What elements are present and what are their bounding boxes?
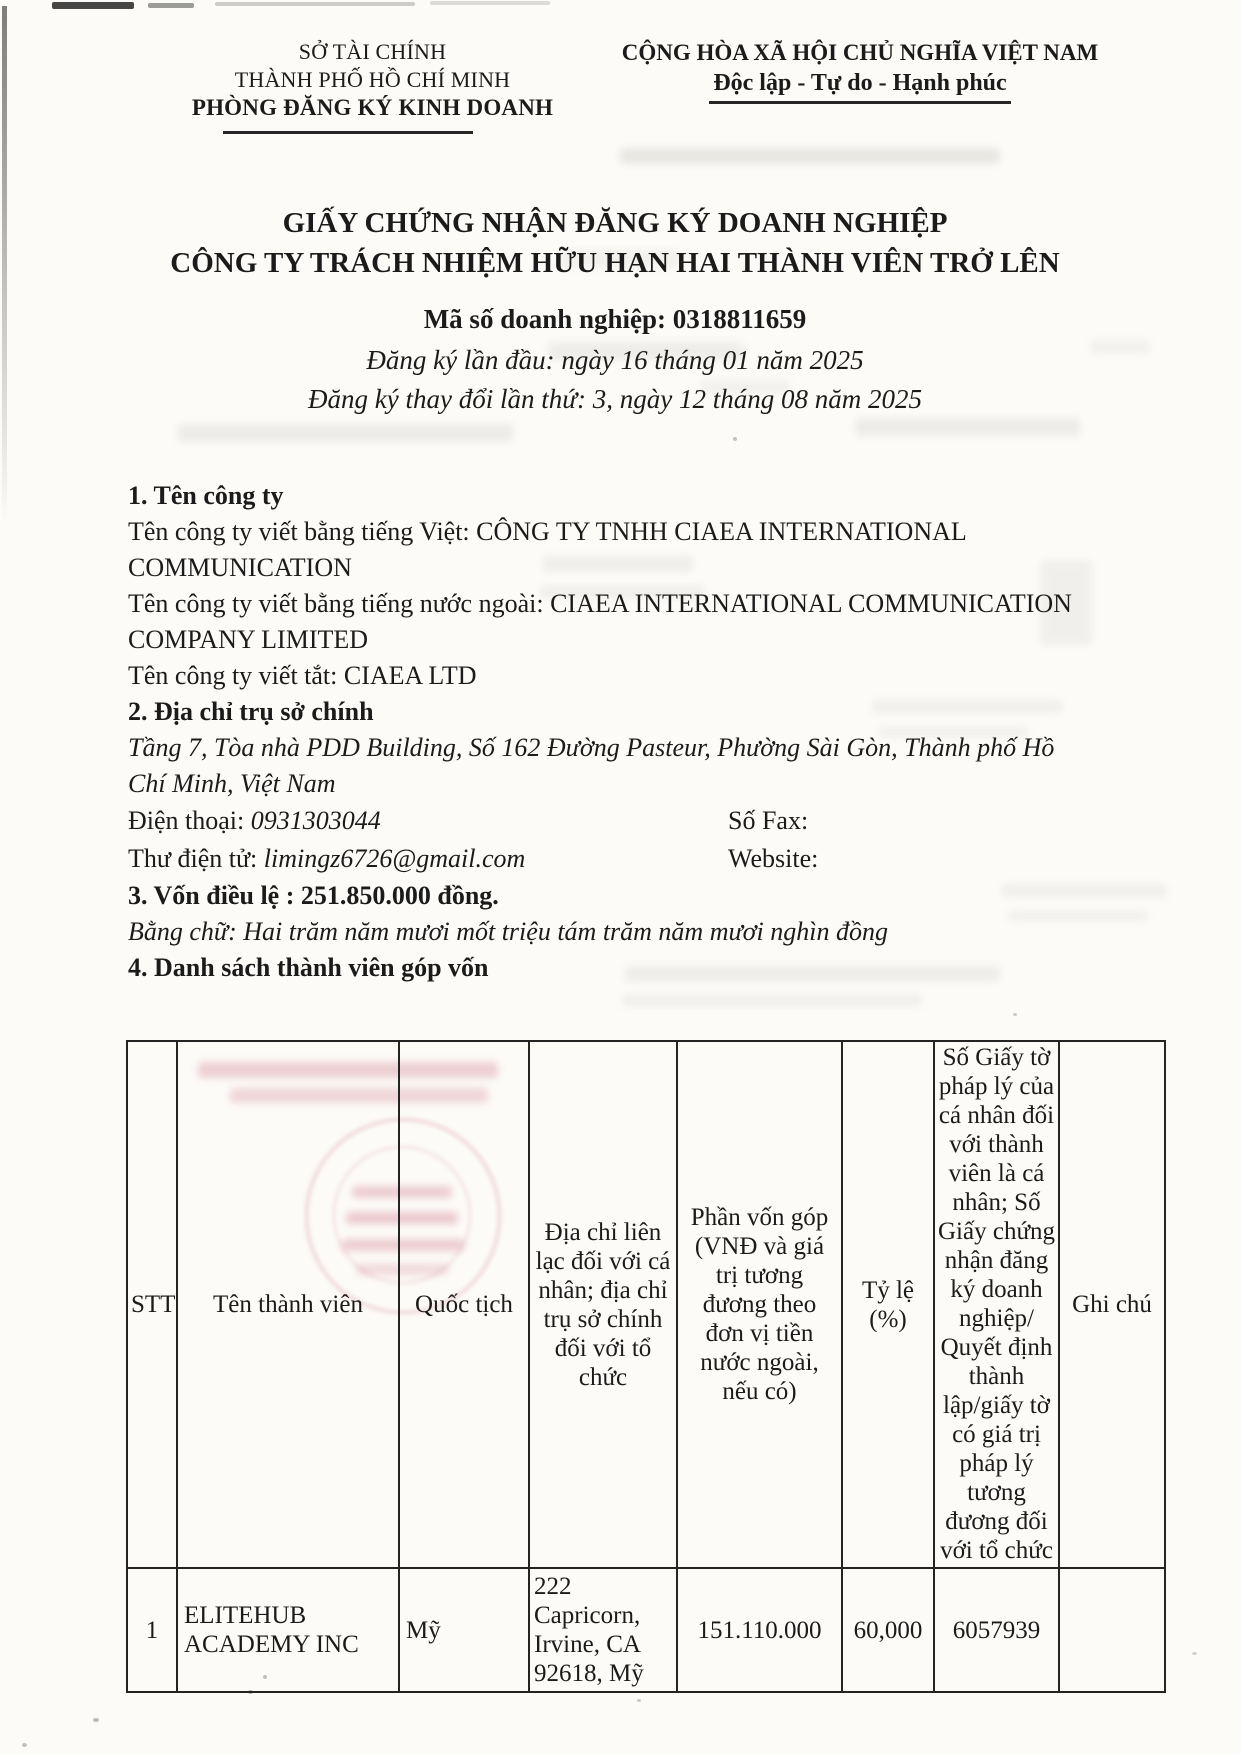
section4-heading: 4. Danh sách thành viên góp vốn	[128, 953, 489, 982]
cell-note	[1059, 1568, 1165, 1692]
certificate-title-block	[140, 203, 1090, 415]
website-label: Website:	[728, 844, 819, 873]
fax-label: Số Fax:	[728, 806, 809, 835]
issuer-underline	[223, 131, 473, 134]
col-header-contact-address: Địa chỉ liên lạc đối với cá nhân; địa chỉ trụ sở chính đối với tổ chức	[529, 1041, 677, 1568]
phone-cell	[128, 802, 728, 840]
amendment-registration-date: Đăng ký thay đổi lần thứ: 3, ngày 12 tháng 08 năm 2025	[308, 384, 922, 414]
email-website-row	[128, 840, 1080, 878]
section3-heading: 3. Vốn điều lệ : 251.850.000 đồng.	[128, 881, 499, 910]
certificate-title-line1: GIẤY CHỨNG NHẬN ĐĂNG KÝ DOANH NGHIỆP	[282, 207, 948, 239]
company-name-vietnamese: Tên công ty viết bằng tiếng Việt: CÔNG TY TNHH CIAEA INTERNATIONAL COMMUNICATION	[128, 517, 966, 582]
cell-contact-address: 222 Capricorn, Irvine, CA 92618, Mỹ	[529, 1568, 677, 1692]
col-header-note: Ghi chú	[1059, 1041, 1165, 1568]
national-motto: Độc lập - Tự do - Hạnh phúc	[709, 70, 1010, 104]
issuer-line1: SỞ TÀI CHÍNH	[298, 39, 447, 64]
col-header-capital-contribution: Phần vốn góp (VNĐ và giá trị tương đương theo đơn vị tiền nước ngoài, nếu có)	[677, 1041, 842, 1568]
head-office-address: Tầng 7, Tòa nhà PDD Building, Số 162 Đường Pasteur, Phường Sài Gòn, Thành phố Hồ Chí Minh, Việt Nam	[128, 733, 1055, 798]
email-label: Thư điện tử:	[128, 844, 258, 873]
company-name-foreign: Tên công ty viết bằng tiếng nước ngoài: CIAEA INTERNATIONAL COMMUNICATION COMPANY LIMITED	[128, 589, 1072, 654]
email-value: limingz6726@gmail.com	[263, 844, 526, 873]
document-body	[128, 478, 1080, 986]
phone-value: 0931303044	[250, 806, 381, 835]
section1-heading: 1. Tên công ty	[128, 481, 284, 510]
members-table-row	[127, 1568, 1165, 1692]
cell-ratio: 60,000	[842, 1568, 934, 1692]
issuing-authority-block	[165, 38, 580, 134]
cell-capital: 151.110.000	[677, 1568, 842, 1692]
cell-stt: 1	[127, 1568, 177, 1692]
email-cell	[128, 840, 728, 878]
members-table-header-row	[127, 1041, 1165, 1568]
business-code: Mã số doanh nghiệp: 0318811659	[423, 304, 807, 334]
company-name-abbreviated: Tên công ty viết tắt: CIAEA LTD	[128, 661, 477, 690]
col-header-nationality: Quốc tịch	[399, 1041, 529, 1568]
col-header-ratio: Tỷ lệ (%)	[842, 1041, 934, 1568]
capital-in-words: Bằng chữ: Hai trăm năm mươi mốt triệu tám trăm năm mươi nghìn đồng	[128, 917, 888, 946]
cell-legal-doc: 6057939	[934, 1568, 1059, 1692]
section2-heading: 2. Địa chỉ trụ sở chính	[128, 697, 374, 726]
issuer-line2: THÀNH PHỐ HỒ CHÍ MINH	[234, 67, 511, 92]
cell-member-name: ELITEHUB ACADEMY INC	[177, 1568, 399, 1692]
national-title: CỘNG HÒA XÃ HỘI CHỦ NGHĨA VIỆT NAM	[621, 40, 1099, 65]
phone-label: Điện thoại:	[128, 806, 245, 835]
col-header-legal-documents: Số Giấy tờ pháp lý của cá nhân đối với thành viên là cá nhân; Số Giấy chứng nhận đăng ký doanh nghiệp/ Quyết định thành lập/giấy tờ có giá trị pháp lý tương đương đối với tổ chức	[934, 1041, 1059, 1568]
cell-nationality: Mỹ	[399, 1568, 529, 1692]
national-motto-block	[610, 38, 1110, 104]
members-table	[126, 1040, 1166, 1693]
issuer-line3: PHÒNG ĐĂNG KÝ KINH DOANH	[191, 95, 554, 120]
certificate-title-line2: CÔNG TY TRÁCH NHIỆM HỮU HẠN HAI THÀNH VIÊN TRỞ LÊN	[170, 247, 1060, 279]
col-header-member-name: Tên thành viên	[177, 1041, 399, 1568]
col-header-stt: STT	[127, 1041, 177, 1568]
first-registration-date: Đăng ký lần đầu: ngày 16 tháng 01 năm 2025	[366, 345, 864, 375]
phone-fax-row	[128, 802, 1080, 840]
